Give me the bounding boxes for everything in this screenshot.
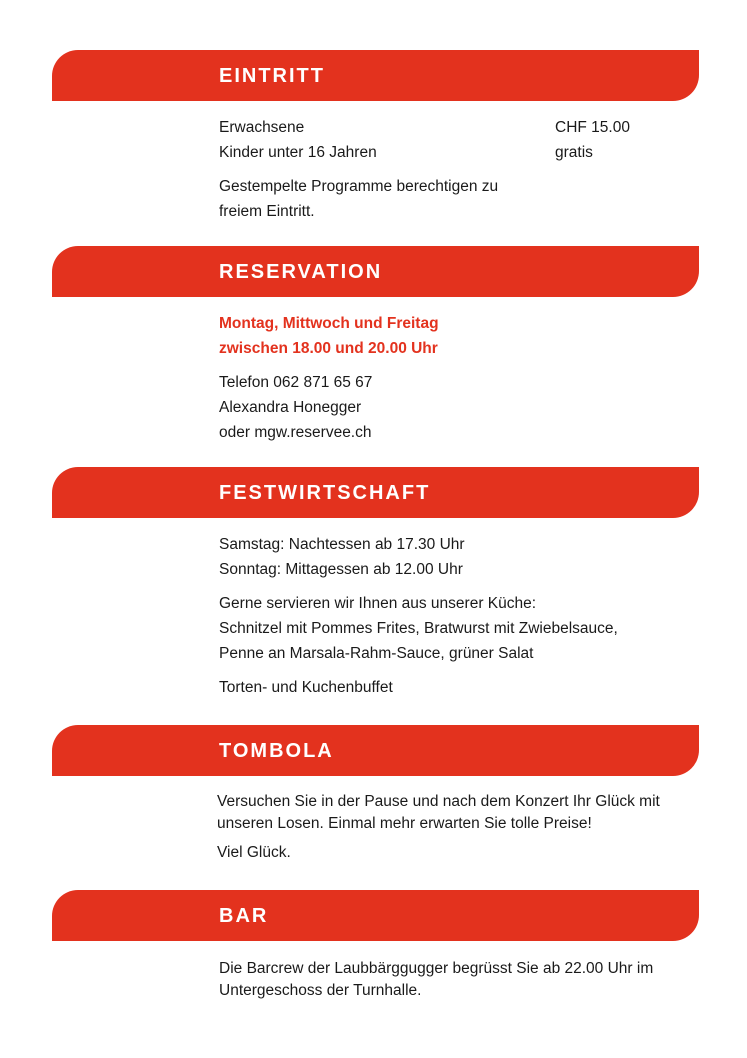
section-banner-reservation <box>52 246 699 297</box>
section-title-eintritt: EINTRITT <box>219 65 325 87</box>
festwirtschaft-menu-line2: Penne an Marsala-Rahm-Sauce, grüner Salat <box>219 645 534 662</box>
bar-text-line2: Untergeschoss der Turnhalle. <box>219 982 422 999</box>
eintritt-note-line2: freiem Eintritt. <box>219 203 315 220</box>
price-label-children: Kinder unter 16 Jahren <box>219 144 377 161</box>
festwirtschaft-desserts: Torten- und Kuchenbuffet <box>219 679 393 696</box>
festwirtschaft-menu-intro: Gerne servieren wir Ihnen aus unserer Küche: <box>219 595 537 612</box>
festwirtschaft-sunday: Sonntag: Mittagessen ab 12.00 Uhr <box>219 561 463 578</box>
section-title-bar: BAR <box>219 905 269 927</box>
reservation-web: oder mgw.reservee.ch <box>219 424 372 441</box>
reservation-contact: Alexandra Honegger <box>219 399 362 416</box>
reservation-hours: zwischen 18.00 und 20.00 Uhr <box>219 340 438 357</box>
section-title-tombola: TOMBOLA <box>219 740 334 762</box>
price-row-children <box>219 140 699 165</box>
eintritt-note-line1: Gestempelte Programme berechtigen zu <box>219 178 499 195</box>
section-content-bar <box>219 958 699 1002</box>
reservation-phone: Telefon 062 871 65 67 <box>219 374 373 391</box>
tombola-text-line2: unseren Losen. Einmal mehr erwarten Sie tolle Preise! <box>217 815 592 832</box>
price-value-children: gratis <box>555 144 593 161</box>
festwirtschaft-saturday: Samstag: Nachtessen ab 17.30 Uhr <box>219 536 465 553</box>
price-row-adults <box>219 115 699 140</box>
tombola-text-line1: Versuchen Sie in der Pause und nach dem Konzert Ihr Glück mit <box>217 793 660 810</box>
section-banner-festwirtschaft <box>52 467 699 518</box>
tombola-wish: Viel Glück. <box>217 844 291 861</box>
section-content-tombola <box>217 791 697 864</box>
section-banner-tombola <box>52 725 699 776</box>
festwirtschaft-menu-line1: Schnitzel mit Pommes Frites, Bratwurst mit Zwiebelsauce, <box>219 620 618 637</box>
section-title-reservation: RESERVATION <box>219 261 383 283</box>
price-value-adults: CHF 15.00 <box>555 119 630 136</box>
section-banner-eintritt <box>52 50 699 101</box>
bar-text-line1: Die Barcrew der Laubbärggugger begrüsst Sie ab 22.00 Uhr im <box>219 960 654 977</box>
section-content-reservation <box>219 311 699 445</box>
section-banner-bar <box>52 890 699 941</box>
section-content-eintritt <box>219 115 699 224</box>
reservation-days: Montag, Mittwoch und Freitag <box>219 315 439 332</box>
section-content-festwirtschaft <box>219 532 699 700</box>
price-label-adults: Erwachsene <box>219 119 305 136</box>
section-title-festwirtschaft: FESTWIRTSCHAFT <box>219 482 431 504</box>
